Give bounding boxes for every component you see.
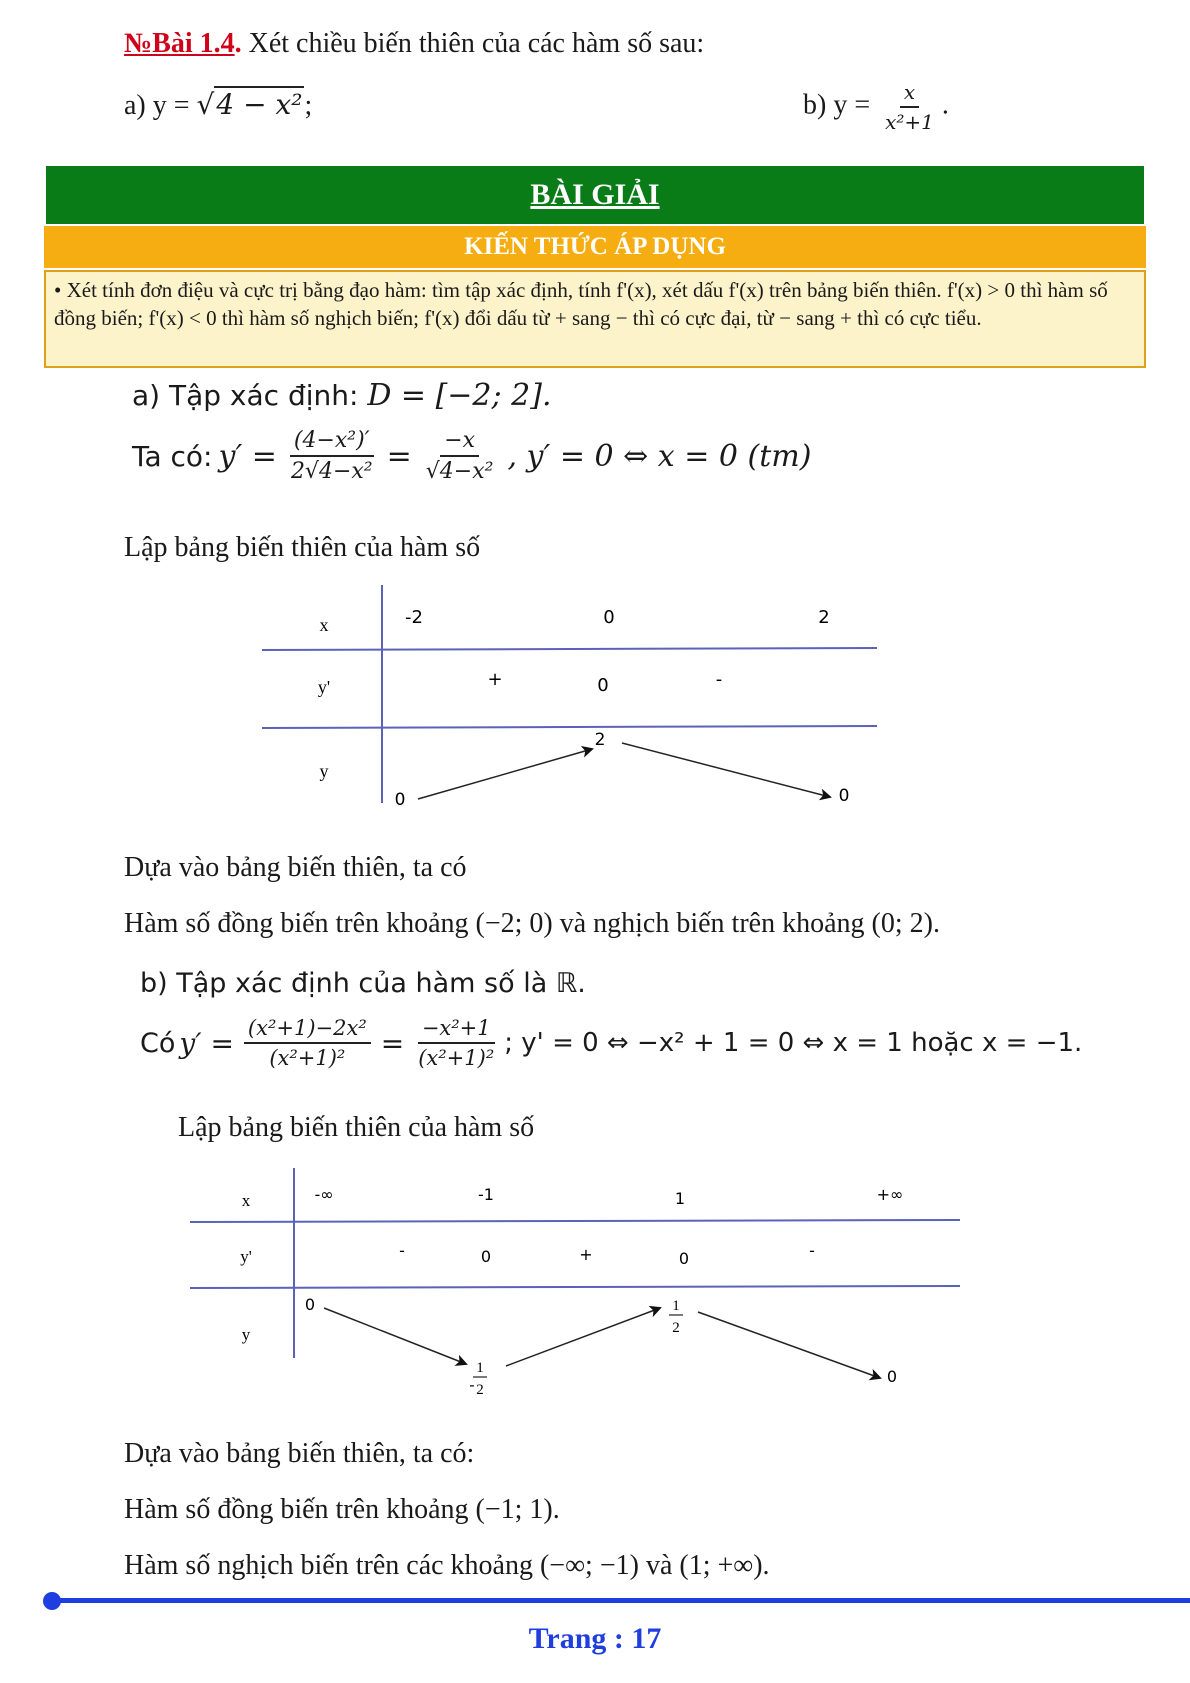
- table-a-hline-2: [262, 726, 877, 728]
- part-b-table-intro-text: Lập bảng biến thiên của hàm số: [178, 1112, 535, 1143]
- part-b-conclusion-1-text: Dựa vào bảng biến thiên, ta có:: [124, 1438, 475, 1469]
- part-b-deriv-label: Có: [140, 1027, 176, 1059]
- part-a-domain-label: a) Tập xác định:: [132, 379, 368, 412]
- part-b-frac2: [414, 1016, 498, 1070]
- table-b-y-min-sign: -: [469, 1376, 475, 1394]
- part-b-frac1: [244, 1016, 371, 1070]
- part-a-conclusion-2-text: Hàm số đồng biến trên khoảng (−2; 0) và nghịch biến trên khoảng (0; 2).: [124, 908, 940, 939]
- table-b-arrow-down-2: [698, 1312, 880, 1378]
- part-a-table-intro-text: Lập bảng biến thiên của hàm số: [124, 532, 481, 563]
- part-b-den: x²+1: [885, 110, 934, 134]
- part-b-domain-text: b) Tập xác định của hàm số là ℝ.: [140, 968, 586, 999]
- part-a-conclusion-1: [124, 852, 467, 884]
- part-a-frac1-num: (4−x²)′: [290, 428, 374, 457]
- part-b-deriv-lhs: y′ =: [179, 1026, 234, 1060]
- table-a-x-3: 2: [818, 607, 830, 628]
- table-a-y-end: 0: [838, 786, 850, 806]
- knowledge-header-label: KIẾN THỨC ÁP DỤNG: [464, 233, 726, 260]
- table-b-sign-4: 0: [678, 1249, 690, 1268]
- sqrt-icon: √: [196, 88, 215, 121]
- table-a-row-y: y: [319, 761, 329, 781]
- table-b-y-end: 0: [886, 1367, 898, 1386]
- table-a-row-yp: y': [317, 677, 331, 697]
- solution-header: [46, 166, 1144, 224]
- table-b-arrow-down-1: [324, 1308, 466, 1364]
- table-b-row-yp: y': [240, 1247, 252, 1266]
- part-b-suffix: .: [941, 89, 949, 121]
- table-b-y-min-num: 1: [476, 1360, 484, 1376]
- part-b-prefix: b) y =: [803, 89, 878, 121]
- solution-header-label: BÀI GIẢI: [530, 178, 660, 211]
- variation-table-b: [190, 1168, 970, 1408]
- part-b-rest: ; y' = 0 ⇔ −x² + 1 = 0 ⇔ x = 1 hoặc x = −1.: [504, 1028, 1083, 1058]
- part-b-eq: =: [380, 1026, 405, 1060]
- part-b-conclusion-2-text: Hàm số đồng biến trên khoảng (−1; 1).: [124, 1494, 560, 1525]
- knowledge-text: • Xét tính đơn điệu và cực trị bằng đạo hàm: tìm tập xác định, tính f'(x), xét dấu f'(x) trên bảng biến thiên. f'(x) > 0 thì hàm số đồng biến; f'(x) < 0 thì hàm số nghịch biến; f'(x) đổi dấu từ + sang − thì có cực đại, từ − sang + thì có cực tiểu.: [54, 278, 1108, 330]
- table-b-hline-2: [190, 1286, 960, 1288]
- part-a-conclusion-2: [124, 908, 940, 940]
- part-a-frac1: [287, 428, 377, 484]
- table-a-y-start: 0: [394, 790, 406, 810]
- part-b-fraction: [881, 80, 938, 134]
- page-number-text: Trang : 17: [528, 1622, 662, 1655]
- table-a-sign-1: +: [487, 669, 503, 690]
- part-a-prefix: a) y =: [124, 90, 197, 121]
- table-a-arrow-up: [418, 749, 592, 799]
- table-a-sign-2: 0: [597, 675, 609, 696]
- table-b-row-x: x: [241, 1191, 251, 1210]
- table-a-row-x: x: [319, 615, 329, 635]
- part-b-conclusion-2: [124, 1494, 560, 1526]
- part-a-suffix: ;: [304, 90, 313, 121]
- table-b-sign-1: -: [399, 1241, 405, 1260]
- problem-title: [124, 28, 704, 60]
- table-b-sign-5: -: [809, 1241, 815, 1260]
- part-b-frac1-den: (x²+1)²: [269, 1046, 346, 1070]
- table-b-sign-3: +: [579, 1245, 593, 1264]
- table-b-sign-2: 0: [480, 1247, 492, 1266]
- table-a-y-max: 2: [594, 730, 606, 750]
- table-b-x-3: 1: [674, 1189, 686, 1208]
- table-b-y-max-den: 2: [672, 1320, 680, 1336]
- problem-part-b: [803, 80, 949, 134]
- table-b-y-min-den: 2: [476, 1382, 484, 1398]
- part-a-frac2: [422, 428, 498, 484]
- table-b-arrow-up: [506, 1308, 660, 1366]
- table-b-row-y: y: [241, 1325, 251, 1344]
- problem-dot: .: [234, 28, 242, 59]
- part-a-deriv-rest: , y′ = 0 ⇔ x = 0 (tm): [507, 438, 812, 474]
- table-a-x-2: 0: [603, 607, 615, 628]
- table-b-x-1: -∞: [314, 1185, 334, 1204]
- part-b-frac2-num: −x²+1: [418, 1016, 495, 1044]
- part-a-domain: [132, 378, 552, 413]
- part-b-num: x: [900, 80, 919, 108]
- variation-table-a: [262, 585, 882, 815]
- part-a-frac1-den: 2√4−x²: [290, 459, 373, 484]
- table-b-y-max-num: 1: [672, 1298, 680, 1314]
- part-b-conclusion-3-text: Hàm số nghịch biến trên các khoảng (−∞; −1) và (1; +∞).: [124, 1550, 770, 1581]
- part-b-frac2-den: (x²+1)²: [418, 1046, 495, 1070]
- part-a-derivative: [132, 428, 811, 484]
- problem-text: Xét chiều biến thiên của các hàm số sau:: [241, 28, 705, 59]
- part-a-frac2-den: √4−x²: [425, 459, 494, 484]
- table-a-arrow-down: [622, 743, 830, 797]
- page-number: [0, 1622, 1190, 1656]
- part-a-deriv-label: Ta có:: [132, 439, 213, 473]
- table-b-x-2: -1: [478, 1185, 494, 1204]
- table-b-hline-1: [190, 1220, 960, 1222]
- knowledge-header: [44, 226, 1146, 268]
- problem-part-a: [124, 88, 312, 122]
- part-b-domain: [140, 968, 586, 999]
- part-a-table-intro: [124, 532, 480, 564]
- part-b-frac1-num: (x²+1)−2x²: [244, 1016, 371, 1044]
- table-b-y-start: 0: [304, 1295, 316, 1314]
- table-b-x-4: +∞: [876, 1185, 904, 1204]
- part-b-conclusion-1: [124, 1438, 474, 1470]
- part-b-conclusion-3: [124, 1550, 770, 1582]
- part-a-deriv-lhs: y′ =: [218, 438, 277, 474]
- footer-rule: [52, 1598, 1190, 1603]
- part-b-derivative: [140, 1016, 1082, 1070]
- part-a-deriv-eq: =: [386, 438, 412, 474]
- problem-number: №Bài 1.4: [124, 28, 235, 59]
- part-b-table-intro: [178, 1112, 534, 1144]
- knowledge-box: [44, 270, 1146, 368]
- part-a-radicand: 4 − x²: [216, 88, 303, 121]
- part-a-conclusion-1-text: Dựa vào bảng biến thiên, ta có: [124, 852, 467, 883]
- table-a-sign-3: -: [715, 669, 723, 690]
- table-a-hline-1: [262, 648, 877, 650]
- table-a-x-1: -2: [405, 607, 423, 628]
- part-a-domain-value: D = [−2; 2].: [367, 378, 552, 413]
- part-a-frac2-num: −x: [440, 428, 479, 457]
